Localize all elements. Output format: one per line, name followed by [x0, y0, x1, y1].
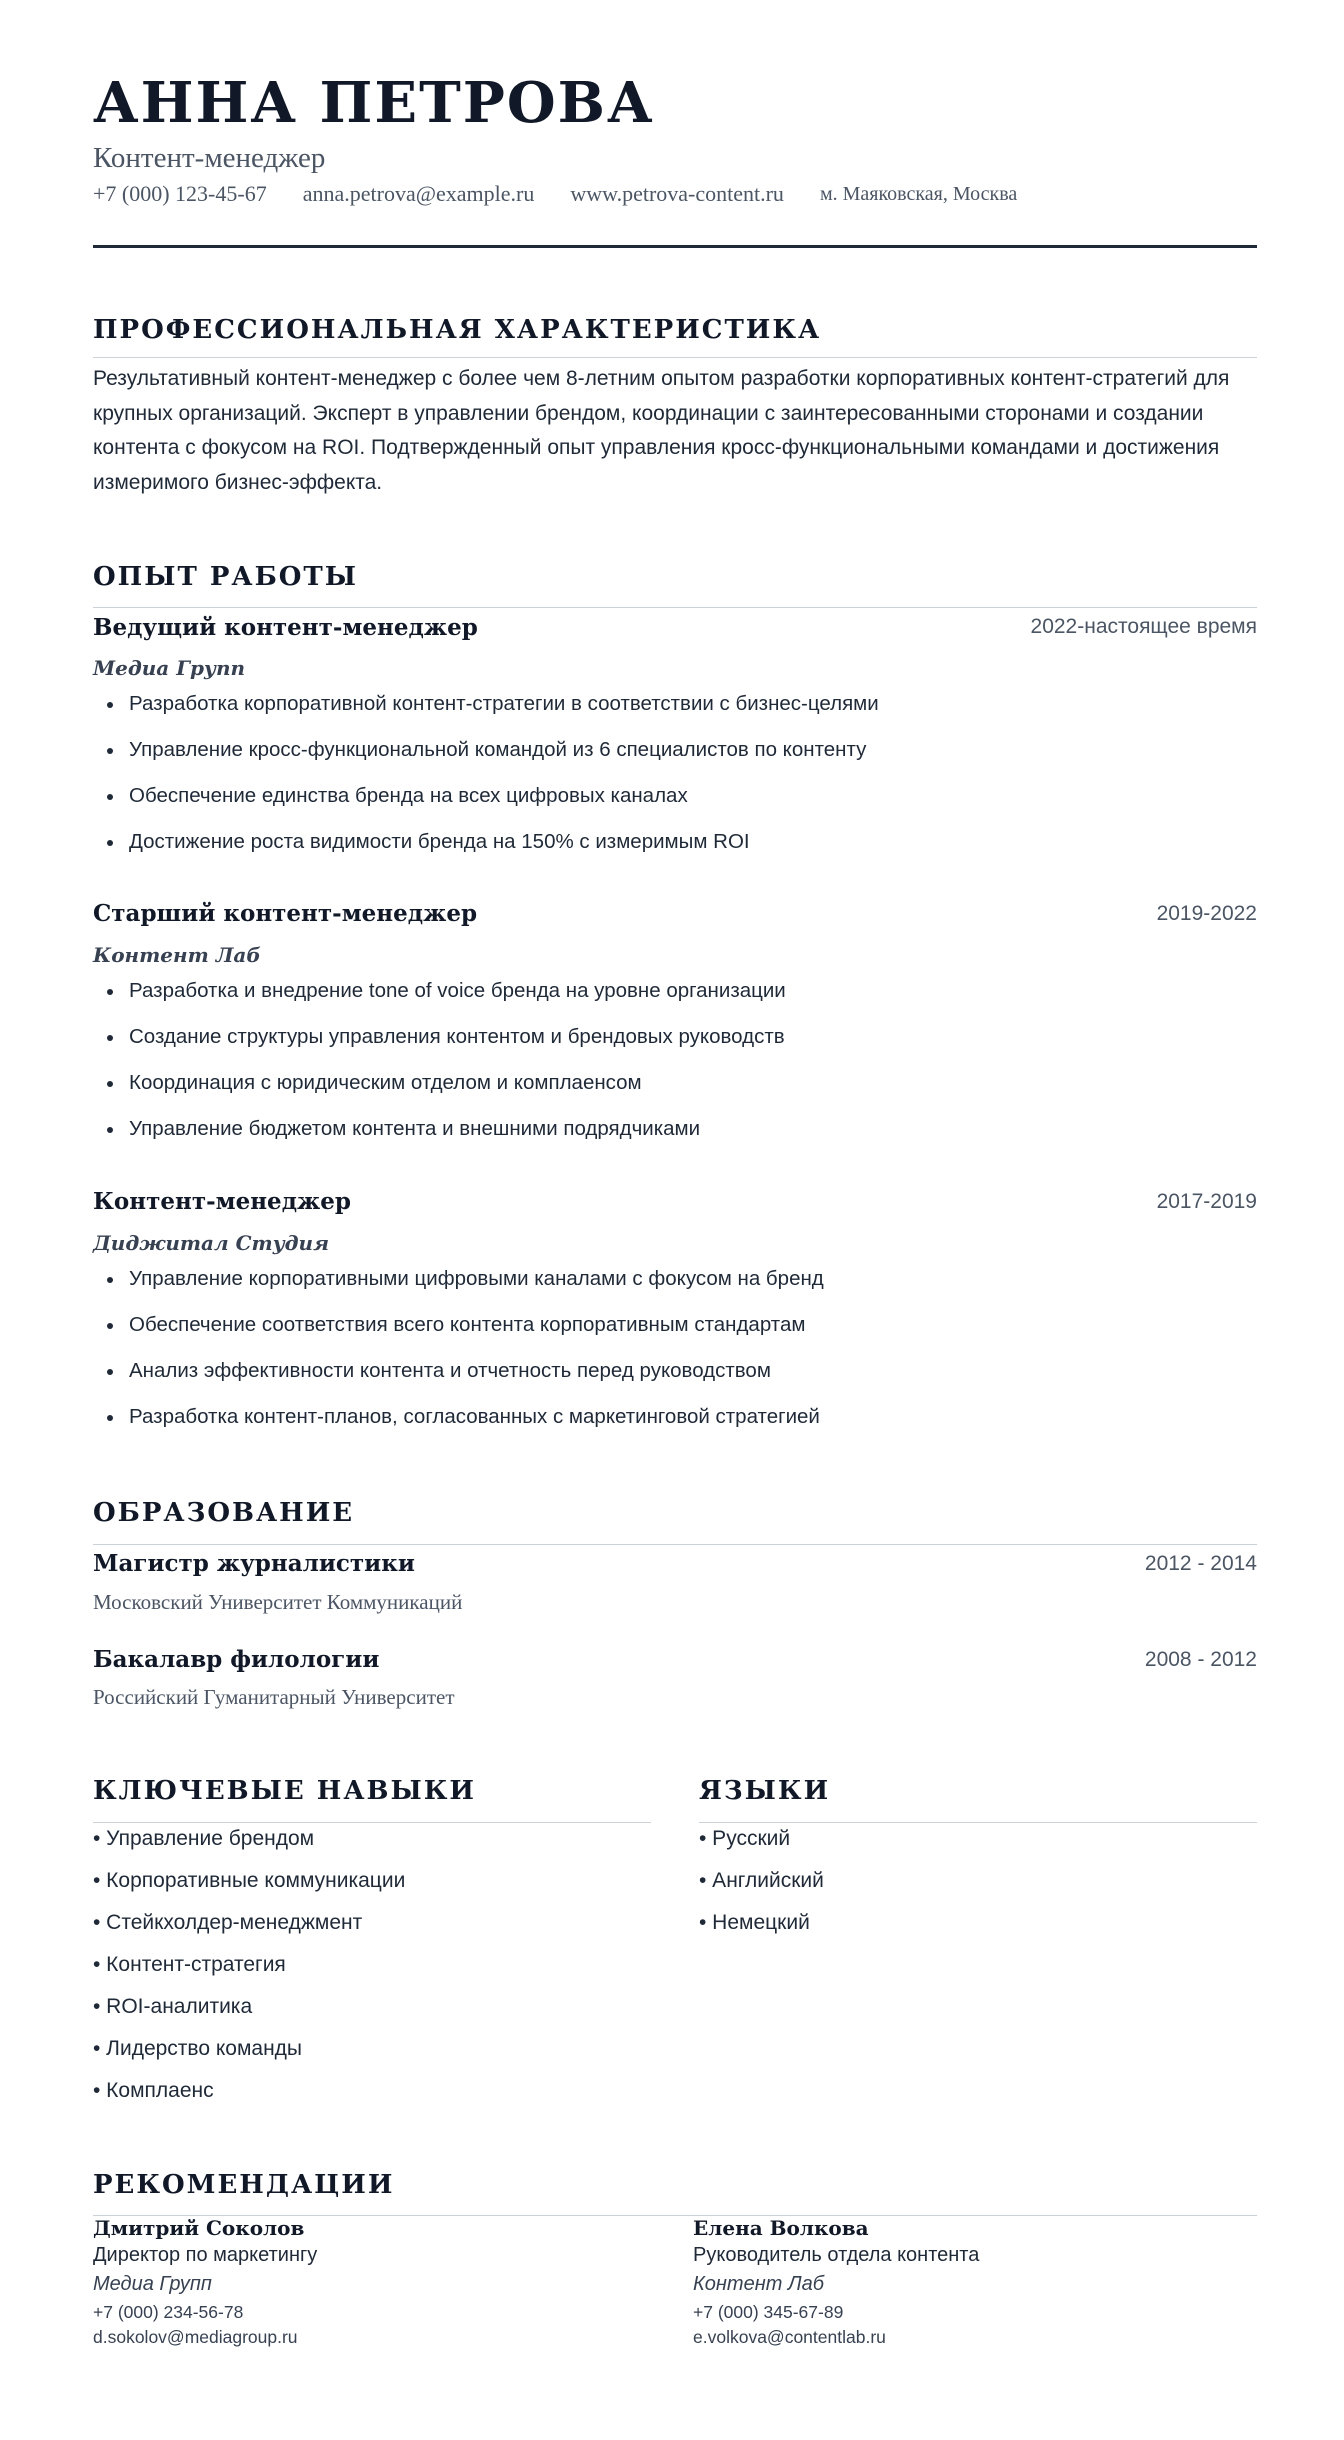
job-title: Контент-менеджер: [93, 1188, 351, 1215]
list-item: • Стейкхолдер-менеджмент: [93, 1911, 363, 1934]
list-item: Разработка корпоративной контент-стратегии в соответствии с бизнес-целями: [93, 689, 879, 735]
job-company: Контент Лаб: [93, 943, 261, 967]
list-item: Обеспечение единства бренда на всех цифровых каналах: [93, 781, 879, 827]
website-link[interactable]: www.petrova-content.ru: [570, 181, 784, 206]
list-item: • Лидерство команды: [93, 2037, 303, 2060]
list-item: Создание структуры управления контентом и брендовых руководств: [93, 1022, 786, 1068]
education-divider: [93, 1544, 1257, 1545]
reference-phone: +7 (000) 234-56-78: [93, 2302, 244, 2322]
summary-divider: [93, 357, 1257, 358]
job-title: Старший контент-менеджер: [93, 900, 478, 927]
phone-text: +7 (000) 123-45-67: [93, 181, 267, 206]
reference-position: Руководитель отдела контента: [693, 2244, 980, 2266]
list-item: • Русский: [699, 1827, 791, 1850]
reference-company: Контент Лаб: [693, 2273, 825, 2295]
job-company: Медиа Групп: [93, 656, 246, 680]
references-heading: РЕКОМЕНДАЦИИ: [93, 2170, 395, 2200]
job-bullets: [93, 1264, 824, 1448]
list-item: Достижение роста видимости бренда на 150% с измеримым ROI: [93, 827, 879, 873]
list-item: • Английский: [699, 1869, 824, 1892]
reference-email[interactable]: d.sokolov@mediagroup.ru: [93, 2327, 298, 2347]
reference-name: Дмитрий Соколов: [93, 2216, 305, 2240]
degree-title: Бакалавр филологии: [93, 1646, 380, 1673]
candidate-name: АННА ПЕТРОВА: [93, 70, 655, 136]
reference-position: Директор по маркетингу: [93, 2244, 318, 2266]
languages-list: [699, 1824, 824, 1950]
list-item: Обеспечение соответствия всего контента корпоративным стандартам: [93, 1310, 824, 1356]
list-item: • Корпоративные коммуникации: [93, 1869, 406, 1892]
list-item: • Немецкий: [699, 1911, 810, 1934]
degree-title: Магистр журналистики: [93, 1550, 415, 1577]
summary-heading: ПРОФЕССИОНАЛЬНАЯ ХАРАКТЕРИСТИКА: [93, 315, 822, 345]
job-company: Диджитал Студия: [93, 1231, 330, 1255]
reference-email[interactable]: e.volkova@contentlab.ru: [693, 2327, 886, 2347]
list-item: • Управление брендом: [93, 1827, 315, 1850]
degree-dates: 2012 - 2014: [1144, 1552, 1257, 1575]
email-link[interactable]: anna.petrova@example.ru: [302, 181, 535, 206]
list-item: • Комплаенс: [93, 2079, 214, 2102]
list-item: Управление кросс-функциональной командой из 6 специалистов по контенту: [93, 735, 879, 781]
school-name: Российский Гуманитарный Университет: [93, 1685, 455, 1709]
skills-heading: КЛЮЧЕВЫЕ НАВЫКИ: [93, 1776, 476, 1806]
job-bullets: [93, 976, 786, 1160]
list-item: Разработка контент-планов, согласованных с маркетинговой стратегией: [93, 1402, 824, 1448]
list-item: Координация с юридическим отделом и комплаенсом: [93, 1068, 786, 1114]
list-item: Анализ эффективности контента и отчетность перед руководством: [93, 1356, 824, 1402]
school-name: Московский Университет Коммуникаций: [93, 1590, 463, 1614]
reference-phone: +7 (000) 345-67-89: [693, 2302, 844, 2322]
reference-company: Медиа Групп: [93, 2273, 212, 2295]
job-dates: 2019-2022: [1156, 902, 1257, 925]
location-text: м. Маяковская, Москва: [819, 183, 1018, 205]
reference-card: [93, 2216, 317, 2352]
list-item: • Контент-стратегия: [93, 1953, 286, 1976]
languages-divider: [699, 1822, 1257, 1823]
list-item: Разработка и внедрение tone of voice бренда на уровне организации: [93, 976, 786, 1022]
contact-line: [93, 181, 1053, 207]
degree-dates: 2008 - 2012: [1144, 1648, 1257, 1671]
job-bullets: [93, 689, 879, 873]
summary-text: Результативный контент-менеджер с более чем 8-летним опытом разработки корпоративных контент-стратегий для крупных организаций. Эксперт в управлении брендом, координации с заинтересованными сторонами и создании контента с фокусом на ROI. Подтвержденный опыт управления кросс-функциональными командами и достижения измеримого бизнес-эффекта.: [93, 367, 1230, 494]
reference-card: [693, 2216, 979, 2352]
skills-list: [93, 1824, 405, 2118]
education-heading: ОБРАЗОВАНИЕ: [93, 1498, 355, 1528]
job-dates: 2022-настоящее время: [1030, 615, 1257, 638]
list-item: Управление бюджетом контента и внешними подрядчиками: [93, 1114, 786, 1160]
experience-heading: ОПЫТ РАБОТЫ: [93, 562, 359, 592]
list-item: • ROI-аналитика: [93, 1995, 253, 2018]
languages-heading: ЯЗЫКИ: [699, 1776, 831, 1806]
experience-divider: [93, 607, 1257, 608]
job-dates: 2017-2019: [1156, 1190, 1257, 1213]
job-title: Ведущий контент-менеджер: [93, 614, 478, 641]
reference-name: Елена Волкова: [693, 2216, 869, 2240]
list-item: Управление корпоративными цифровыми каналами с фокусом на бренд: [93, 1264, 824, 1310]
skills-divider: [93, 1822, 651, 1823]
candidate-role: Контент-менеджер: [93, 142, 326, 174]
header-divider: [93, 245, 1257, 248]
